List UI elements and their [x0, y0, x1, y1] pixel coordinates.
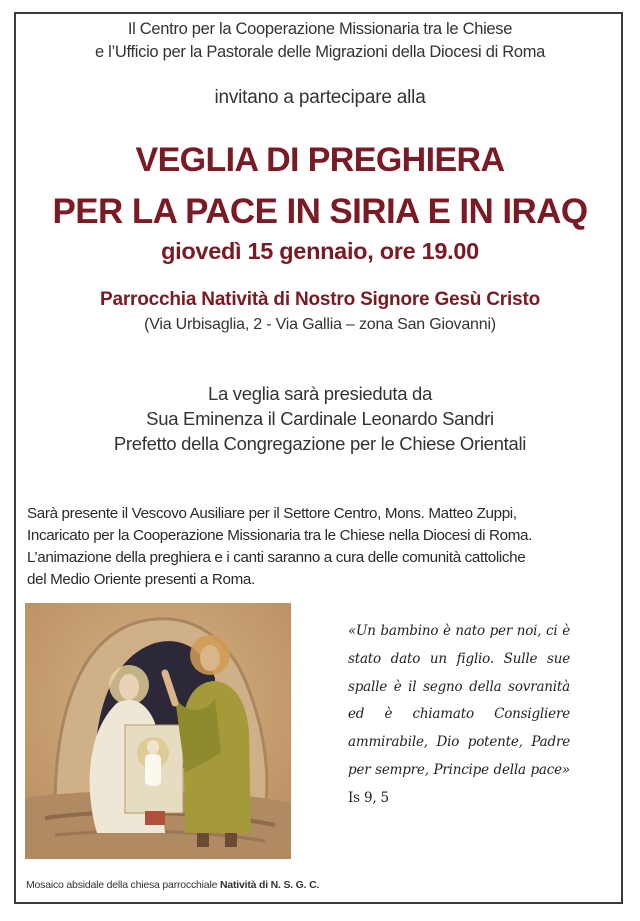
- quote-reference: Is 9, 5: [348, 789, 389, 806]
- details-line: del Medio Oriente presenti a Roma.: [27, 571, 255, 588]
- organizers: [0, 18, 640, 64]
- quote-text: «Un bambino è nato per noi, ci è stato dato un figlio. Sulle sue spalle è il segno della sovranità ed è chiamato Consigliere ammirabile, Dio potente, Padre per sempre, Principe della pace»: [348, 623, 570, 778]
- details-line: Incaricato per la Cooperazione Missionaria tra le Chiese nella Diocesi di Roma.: [27, 527, 533, 544]
- presided-line: Sua Eminenza il Cardinale Leonardo Sandri: [146, 408, 494, 429]
- organizer-line: e l’Ufficio per la Pastorale delle Migrazioni della Diocesi di Roma: [94, 43, 546, 61]
- presided-line: La veglia sarà presieduta da: [207, 383, 433, 404]
- scripture-quote: [348, 618, 570, 813]
- details-line: Sarà presente il Vescovo Ausiliare per il Settore Centro, Mons. Matteo Zuppi,: [27, 505, 517, 522]
- mosaic-illustration: [25, 603, 291, 859]
- caption-bold: Natività di N. S. G. C.: [219, 879, 320, 891]
- event-address: (Via Urbisaglia, 2 - Via Gallia – zona San Giovanni): [144, 316, 496, 333]
- caption-prefix: Mosaico absidale della chiesa parrocchiale: [26, 879, 220, 891]
- event-date: giovedì 15 gennaio, ore 19.00: [161, 238, 479, 264]
- details-paragraph: [27, 503, 627, 591]
- event-venue: Parrocchia Natività di Nostro Signore Gesù Cristo: [100, 289, 540, 310]
- nativity-mosaic-image: [25, 603, 291, 859]
- details-line: L’animazione della preghiera e i canti saranno a cura delle comunità cattoliche: [27, 549, 526, 566]
- invite-text: invitano a partecipare alla: [214, 87, 426, 108]
- organizer-line: Il Centro per la Cooperazione Missionaria tra le Chiese: [127, 20, 513, 38]
- presided-by: [0, 381, 640, 456]
- image-caption: [26, 879, 319, 891]
- event-title-line1: VEGLIA DI PREGHIERA: [135, 141, 505, 179]
- presided-line: Prefetto della Congregazione per le Chiese Orientali: [113, 433, 527, 454]
- event-title-line2: PER LA PACE IN SIRIA E IN IRAQ: [52, 192, 588, 231]
